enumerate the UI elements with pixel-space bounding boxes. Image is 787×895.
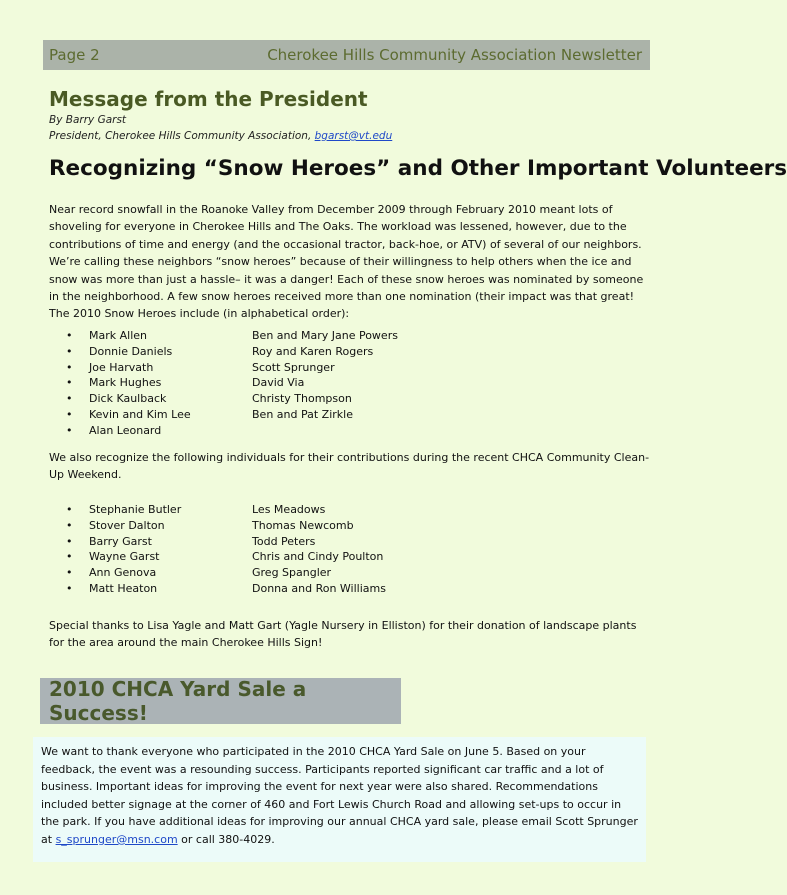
name-right: Ben and Pat Zirkle [252,407,353,421]
name-right: Christy Thompson [252,392,352,406]
yard-sale-title: 2010 CHCA Yard Sale a Success! [49,677,307,725]
newsletter-title: Cherokee Hills Community Association Newsletter [267,46,642,64]
bullet-icon: • [66,344,73,358]
name-left: Matt Heaton [89,581,158,595]
name-right: Scott Sprunger [252,360,335,374]
list-item [66,424,486,438]
list-item [66,566,486,580]
bullet-icon: • [66,360,73,374]
list-item [66,503,486,517]
author-role [49,128,649,144]
list-item [66,535,486,549]
name-right: Greg Spangler [252,566,332,580]
yard-sale-email-link[interactable]: s_sprunger@msn.com [55,832,178,846]
name-left: Donnie Daniels [89,344,173,358]
snow-heroes-list [66,329,486,440]
bullet-icon: • [66,581,73,595]
name-left: Mark Hughes [89,376,162,390]
bullet-icon: • [66,518,73,532]
name-right: Les Meadows [252,503,326,516]
bullet-icon: • [66,566,73,580]
name-left: Ann Genova [89,566,157,580]
yard-sale-body: We want to thank everyone who participated in the 2010 CHCA Yard Sale on June 5. Based on your feedback, the event was a resounding success. Participants reported significant car traffic and a lot of business. Important ideas for improving the event for next year were also shared. Recommendations included better signage at the corner of 460 and Fort Lewis Church Road and allowing set-ups to occur in the park. If you have additional ideas for improving our annual CHCA yard sale, please email Scott Sprunger at [41,745,638,846]
list-item [66,376,486,390]
author-byline: By Barry Garst [49,114,127,126]
bullet-icon: • [66,329,73,342]
name-right: Roy and Karen Rogers [252,344,374,358]
name-right: Thomas Newcomb [252,518,354,532]
name-right [252,424,472,438]
page-number: Page 2 [49,46,100,64]
president-email-link[interactable]: bgarst@vt.edu [314,130,393,142]
list-item [66,550,486,564]
name-right: David Via [252,376,305,390]
name-right: Donna and Ron Williams [252,581,386,595]
article-heading: Recognizing “Snow Heroes” and Other Important Volunteers [49,156,787,181]
yard-sale-box [33,737,646,862]
name-left: Stover Dalton [89,518,165,532]
name-right: Chris and Cindy Poulton [252,550,384,564]
president-section-title: Message from the President [49,87,368,111]
bullet-icon: • [66,407,73,421]
name-left: Wayne Garst [89,550,160,564]
page-header-bar [43,40,650,70]
cleanup-volunteers-list [66,503,486,598]
name-left: Dick Kaulback [89,392,167,406]
name-left: Stephanie Butler [89,503,182,516]
author-role-text: President, Cherokee Hills Community Association, [49,130,315,142]
name-left: Kevin and Kim Lee [89,407,191,421]
list-item [66,519,486,533]
list-item [66,582,486,596]
yard-sale-title-box [40,678,401,724]
special-thanks: Special thanks to Lisa Yagle and Matt Gart (Yagle Nursery in Elliston) for their donation of landscape plants for the area around the main Cherokee Hills Sign! [49,619,637,650]
list-item [66,361,486,375]
name-right: Ben and Mary Jane Powers [252,329,398,342]
yard-sale-text [41,743,638,849]
name-left: Joe Harvath [89,360,154,374]
president-message [49,86,649,144]
bullet-icon: • [66,376,73,390]
list-item [66,392,486,406]
cleanup-intro: We also recognize the following individuals for their contributions during the recent CHCA Community Clean-Up Weekend. [49,451,650,482]
name-left: Alan Leonard [89,423,162,437]
name-left: Mark Allen [89,329,147,342]
bullet-icon: • [66,423,73,437]
bullet-icon: • [66,392,73,406]
list-item [66,408,486,422]
bullet-icon: • [66,503,73,516]
name-right: Todd Peters [252,534,316,548]
article-intro: Near record snowfall in the Roanoke Valley from December 2009 through February 2010 meant lots of shoveling for everyone in Cherokee Hills and The Oaks. The workload was lessened, however, due to the contributions of time and energy (and the occasional tractor, back-hoe, or ATV) of several of our neighbors. We’re calling these neighbors “snow heroes” because of their willingness to help others when the ice and snow was more than just a hassle– it was a danger! Each of these snow heroes was nominated by someone in the neighborhood. A few snow heroes received more than one nomination (their impact was that great! The 2010 Snow Heroes include (in alphabetical order): [49,203,644,321]
yard-sale-closing: or call 380-4029. [177,832,275,846]
list-item [66,345,486,359]
name-left: Barry Garst [89,534,152,548]
bullet-icon: • [66,534,73,548]
bullet-icon: • [66,550,73,564]
list-item [66,329,486,343]
